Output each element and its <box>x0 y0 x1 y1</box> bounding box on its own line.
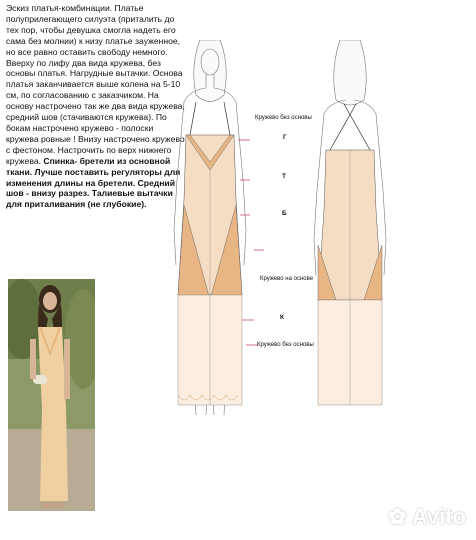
annotation-t: Т <box>282 173 286 180</box>
annotation-lace-bottom: Кружево без основы <box>257 342 314 348</box>
annotation-b: Б <box>282 210 287 217</box>
dress-sketch <box>150 40 430 420</box>
annotation-k: К <box>280 314 284 321</box>
watermark-logo: ✿ Avito <box>388 504 466 529</box>
watermark-text: Avito <box>411 504 466 529</box>
description-regular: Эскиз платья-комбинации. Платье полуприлегающего силуэта (приталить до тех пор, чтобы девушка смогла надеть его сама без молнии) к низу платье зауженное, но все равно оставить свободу немного. Вверху по лифу два вида кружева, без основы платья. Нагрудные вытачки. Основа платья заканчивается выше колена на 5-10 см, по согласованию с заказчиком. На основу настрочено так же два вида кружева, средний шов (стачиваются кружева). По бокам настрочено кружево - полоски кружева ровные ! Внизу настрочено кружево с фестоном. Настрочить по верх нижнего кружева. <box>6 3 185 166</box>
annotation-lace-top: Кружево без основы <box>255 115 312 121</box>
annotation-lace-base: Кружево на основе <box>260 276 314 282</box>
annotation-g: Г <box>283 134 287 141</box>
dress-photo <box>8 279 95 511</box>
description-bold: Спинка- бретели из основной ткани. Лучше поставить регуляторы для изменения длины на бретели. Средний шов - внизу разрез. Талиевые вытачки для приталивания (не глубокие). <box>6 155 181 210</box>
